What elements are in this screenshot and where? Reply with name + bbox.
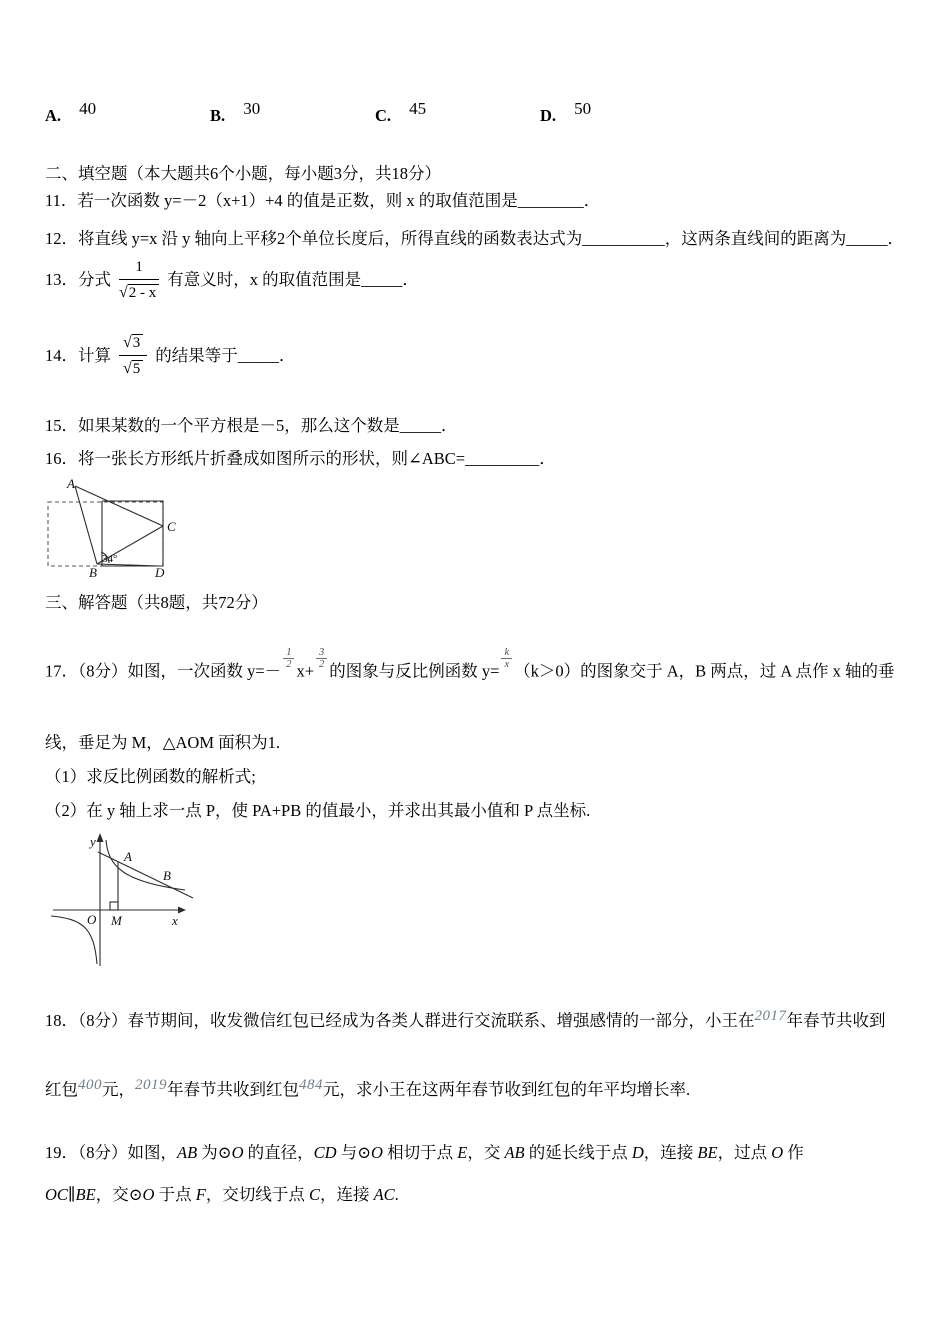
fraction-numerator: 1 [286, 646, 292, 658]
y-axis-arrow [97, 833, 104, 842]
text-run: ∥ [67, 1185, 76, 1205]
text-run: 作 [783, 1143, 804, 1163]
text-run: ，连接 [643, 1143, 698, 1163]
choice-d-label: D. [540, 106, 557, 125]
fold-edge-ab [75, 486, 97, 564]
figure-q17 [45, 832, 905, 980]
text-run: 的延长线于点 [524, 1143, 632, 1163]
question-15: 15．如果某数的一个平方根是－5，那么这个数是_____． [45, 415, 458, 435]
choice-b-value: 30 [243, 99, 261, 118]
text-run: 的图象与反比例函数 y= [329, 661, 500, 681]
math-var: O [771, 1143, 784, 1163]
year-2017: 2017 [754, 1008, 787, 1025]
question-17-line1 [45, 647, 905, 683]
text-run: 与⊙ [336, 1143, 372, 1163]
math-var: E [457, 1143, 468, 1163]
sqrt-icon: √ [123, 333, 132, 351]
text-run: 相切于点 [382, 1143, 458, 1163]
text-run: ，交 [467, 1143, 505, 1163]
question-12: 12．将直线 y=x 沿 y 轴向上平移2个单位长度后，所得直线的函数表达式为__________，这两条直线间的距离为_____． [45, 229, 905, 248]
label-b: B [89, 564, 97, 580]
q14-den-radicand: 5 [132, 360, 144, 377]
text-run: 为⊙ [197, 1143, 232, 1163]
math-var: OC [45, 1185, 68, 1205]
question-19-line1 [45, 1142, 905, 1164]
label-x: x [172, 913, 178, 929]
math-var: O [371, 1143, 383, 1163]
fraction-denominator: 2 [316, 658, 327, 671]
question-16: 16．将一张长方形纸片折叠成如图所示的形状，则∠ABC=_________． [45, 448, 556, 468]
text-run: 年春节共收到红包 [167, 1080, 299, 1100]
choice-b [210, 99, 375, 127]
q13-denominator [119, 279, 159, 303]
figure-q16 [45, 474, 905, 580]
text-run: 17．（8分）如图，一次函数 y=－ [45, 661, 282, 681]
choice-c-value: 45 [409, 99, 427, 118]
text-run: （k＞0）的图象交于 A，B 两点，过 A 点作 x 轴的垂 [514, 661, 895, 681]
label-a: A [124, 849, 132, 865]
question-17-part1: （1）求反比例函数的解析式; [45, 767, 256, 787]
fraction-k-over-x [501, 647, 512, 671]
label-y: y [90, 834, 96, 850]
question-13 [45, 258, 905, 303]
choice-b-label: B. [210, 106, 226, 125]
text-run: ，交切线于点 [205, 1185, 309, 1205]
math-var: BE [697, 1143, 718, 1163]
text-run: 年春节共收到 [786, 1011, 886, 1031]
choice-d-value: 50 [574, 99, 592, 118]
math-var: O [142, 1185, 155, 1205]
q14-fraction [119, 333, 147, 379]
fraction-numerator: k [504, 646, 510, 658]
question-19-line2 [45, 1184, 905, 1206]
question-18-line2 [45, 1079, 905, 1102]
q13-numerator: 1 [135, 259, 143, 275]
angle-value: 34° [102, 552, 118, 565]
math-var: O [231, 1143, 244, 1163]
question-14 [45, 333, 905, 379]
amount-484: 484 [299, 1077, 323, 1094]
text-run: 于点 [154, 1185, 196, 1205]
sqrt-icon: √ [119, 283, 128, 301]
math-var: C [308, 1185, 320, 1205]
text-run: 19．（8分）如图， [45, 1143, 177, 1163]
math-var: CD [313, 1143, 337, 1163]
choice-c-label: C. [375, 106, 392, 125]
fraction-denominator: x [501, 658, 512, 671]
choice-row [45, 99, 905, 127]
right-angle-mark [110, 902, 118, 910]
choice-c [375, 99, 540, 127]
choice-d [540, 99, 705, 127]
q13-suffix: 有意义时，x 的取值范围是_____． [167, 270, 419, 290]
q13-prefix: 13．分式 [45, 270, 111, 290]
fraction-denominator: 2 [283, 658, 294, 671]
choice-a-value: 40 [79, 99, 97, 118]
math-var: AB [177, 1143, 198, 1163]
q14-prefix: 14．计算 [45, 345, 111, 365]
label-d: D [155, 564, 165, 580]
label-c: C [167, 518, 176, 534]
fraction-numerator: 3 [319, 646, 325, 658]
math-var: AB [504, 1143, 525, 1163]
label-a: A [67, 475, 75, 491]
math-var: BE [75, 1185, 96, 1205]
choice-a-label: A. [45, 106, 62, 125]
text-run: ，交⊙ [95, 1185, 143, 1205]
section-fill-title: 二、填空题（本大题共6个小题，每小题3分，共18分） [45, 164, 441, 183]
question-11: 11．若一次函数 y=－2（x+1）+4 的值是正数，则 x 的取值范围是________． [45, 191, 601, 210]
text-run: 的直径， [243, 1143, 314, 1163]
linear-function-line [98, 852, 193, 898]
text-run: . [394, 1185, 399, 1205]
x-axis-arrow [178, 907, 186, 914]
amount-400: 400 [78, 1077, 102, 1094]
text-run: ，连接 [319, 1185, 374, 1205]
question-17-part2: （2）在 y 轴上求一点 P，使 PA+PB 的值最小，并求出其最小值和 P 点坐标. [45, 801, 591, 821]
fraction-three-halves [316, 647, 327, 671]
text-run: x+ [296, 661, 314, 681]
q14-num-radicand: 3 [132, 334, 144, 351]
math-var: D [631, 1143, 644, 1163]
text-run: 元，求小王在这两年春节收到红包的年平均增长率. [323, 1080, 691, 1100]
math-var: AC [373, 1185, 395, 1205]
fraction-one-half [283, 647, 294, 671]
q13-radicand: 2 - x [128, 284, 160, 301]
choice-a [45, 99, 210, 127]
figure-q16-svg [45, 474, 197, 580]
q14-denominator [119, 355, 147, 379]
q14-suffix: 的结果等于_____． [155, 345, 296, 365]
label-m: M [111, 913, 122, 929]
text-run: 红包 [45, 1080, 78, 1100]
question-18-line1 [45, 1010, 905, 1033]
figure-q17-svg [45, 832, 205, 980]
question-17-line2: 线，垂足为 M，△AOM 面积为1. [45, 733, 280, 753]
text-run: 18．（8分）春节期间，收发微信红包已经成为各类人群进行交流联系、增强感情的一部分，小王在 [45, 1011, 755, 1031]
text-run: ，过点 [717, 1143, 772, 1163]
math-var: F [195, 1185, 206, 1205]
text-run: 元， [102, 1080, 135, 1100]
sqrt-icon: √ [123, 359, 132, 377]
q14-numerator [119, 333, 147, 355]
fold-edge-ac [75, 486, 163, 526]
section-solve-title: 三、解答题（共8题，共72分） [45, 592, 268, 612]
label-b: B [163, 868, 171, 884]
label-o: O [87, 912, 97, 928]
q13-fraction [119, 258, 159, 303]
year-2019: 2019 [135, 1077, 167, 1094]
